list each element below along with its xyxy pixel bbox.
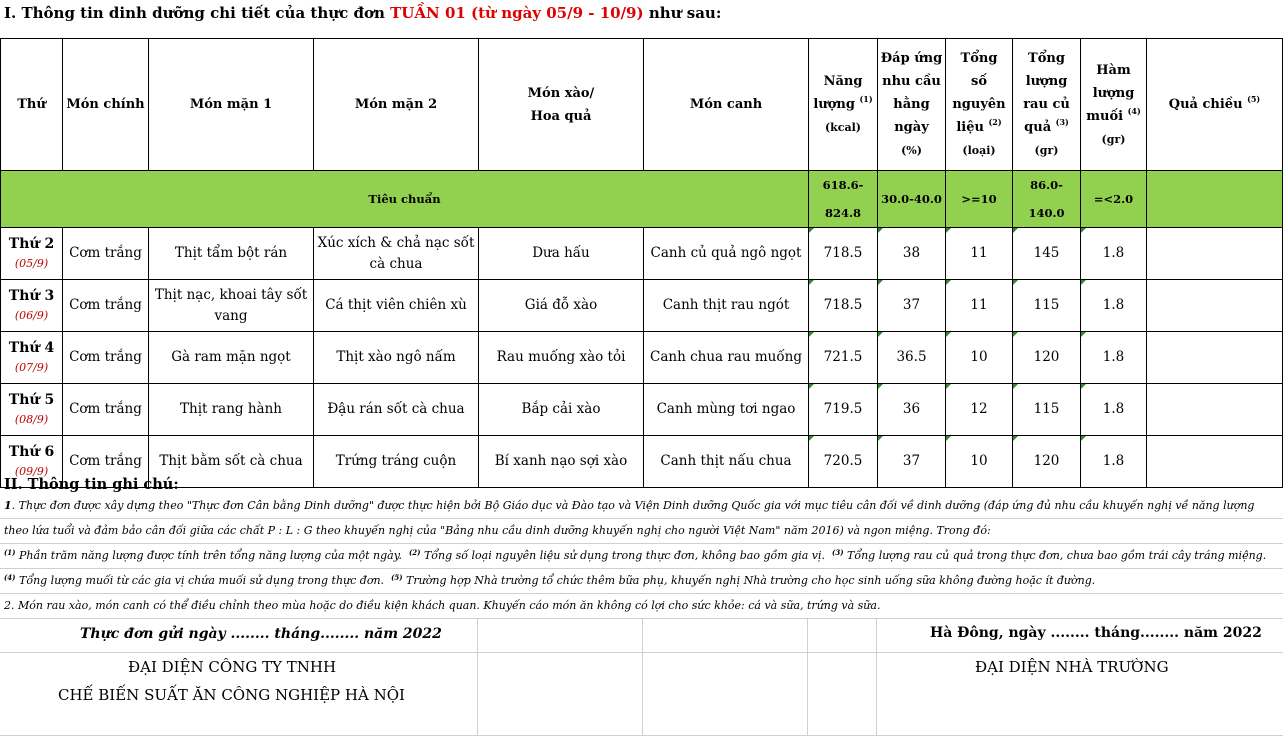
mon-canh-cell: Canh củ quả ngô ngọt xyxy=(644,228,809,280)
nang-luong-cell: 718.5 xyxy=(809,280,878,332)
header-mon-xao: Món xào/ Hoa quả xyxy=(479,39,644,171)
rau-cell: 115 xyxy=(1013,280,1081,332)
nang-luong-cell: 721.5 xyxy=(809,332,878,384)
header-muoi: Hàm lượng muối $^{(4)}$ (gr) xyxy=(1081,39,1147,171)
standard-label: Tiêu chuẩn xyxy=(1,171,809,228)
table-row xyxy=(1,332,1283,384)
rau-cell: 115 xyxy=(1013,384,1081,436)
company-rep-line1: ĐẠI DIỆN CÔNG TY TNHH xyxy=(128,658,337,676)
mon-man-1-cell: Gà ram mặn ngọt xyxy=(149,332,314,384)
note-1-continued: theo lứa tuổi và đảm bảo cân đối giữa các chất P : L : G theo khuyến nghị của "Bảng nhu cầu dinh dưỡng khuyến nghị cho người Việt Nam" năm 2016) và ngon miệng. Trong đó: xyxy=(0,519,1283,544)
mon-man-2-cell: Thịt xào ngô nấm xyxy=(314,332,479,384)
qua-chieu-cell xyxy=(1147,436,1283,488)
muoi-cell: 1.8 xyxy=(1081,436,1147,488)
header-mon-man-1: Món mặn 1 xyxy=(149,39,314,171)
signature-area xyxy=(0,619,1283,736)
header-qua-chieu: Quả chiều $^{(5)}$ xyxy=(1147,39,1283,171)
school-rep: ĐẠI DIỆN NHÀ TRƯỜNG xyxy=(975,658,1169,676)
mon-canh-cell: Canh mùng tơi ngao xyxy=(644,384,809,436)
mon-canh-cell: Canh chua rau muống xyxy=(644,332,809,384)
qua-chieu-cell xyxy=(1147,384,1283,436)
standard-rau: 86.0-140.0 xyxy=(1013,171,1081,228)
standard-nguyen-lieu: >=10 xyxy=(946,171,1013,228)
rau-cell: 145 xyxy=(1013,228,1081,280)
rau-cell: 120 xyxy=(1013,332,1081,384)
nang-luong-cell: 719.5 xyxy=(809,384,878,436)
section1-title xyxy=(4,4,721,22)
qua-chieu-cell xyxy=(1147,228,1283,280)
nguyen-lieu-cell: 10 xyxy=(946,436,1013,488)
mon-chinh-cell: Cơm trắng xyxy=(63,228,149,280)
rau-cell: 120 xyxy=(1013,436,1081,488)
mon-man-1-cell: Thịt bằm sốt cà chua xyxy=(149,436,314,488)
header-nang-luong: Năng lượng $^{(1)}$ (kcal) xyxy=(809,39,878,171)
company-rep-line2: CHẾ BIẾN SUẤT ĂN CÔNG NGHIỆP HÀ NỘI xyxy=(58,686,405,704)
qua-chieu-cell xyxy=(1147,280,1283,332)
nang-luong-cell: 718.5 xyxy=(809,228,878,280)
standard-muoi: =<2.0 xyxy=(1081,171,1147,228)
mon-man-1-cell: Thịt nạc, khoai tây sốt vang xyxy=(149,280,314,332)
nang-luong-cell: 720.5 xyxy=(809,436,878,488)
dap-ung-cell: 36.5 xyxy=(878,332,946,384)
table-row xyxy=(1,384,1283,436)
mon-man-2-cell: Xúc xích & chả nạc sốt cà chua xyxy=(314,228,479,280)
mon-canh-cell: Canh thịt rau ngót xyxy=(644,280,809,332)
mon-man-2-cell: Trứng tráng cuộn xyxy=(314,436,479,488)
footnotes-4-5: $^{(4)}$ Tổng lượng muối từ các gia vị chứa muối sử dụng trong thực đơn. $^{(5)}$ Trường hợp Nhà trường tổ chức thêm bữa phụ, khuyến nghị Nhà trường cho học sinh uống sữa không đường hoặc ít đường. xyxy=(0,569,1283,594)
mon-man-1-cell: Thịt tẩm bột rán xyxy=(149,228,314,280)
dap-ung-cell: 38 xyxy=(878,228,946,280)
header-thu: Thứ xyxy=(1,39,63,171)
muoi-cell: 1.8 xyxy=(1081,332,1147,384)
muoi-cell: 1.8 xyxy=(1081,384,1147,436)
table-row xyxy=(1,436,1283,488)
table-row xyxy=(1,228,1283,280)
header-dap-ung: Đáp ứng nhu cầu hằng ngày (%) xyxy=(878,39,946,171)
sent-date: Thực đơn gửi ngày ........ tháng........ năm 2022 xyxy=(80,626,442,642)
section1-prefix: I. Thông tin dinh dưỡng chi tiết của thực đơn xyxy=(4,4,391,22)
dap-ung-cell: 36 xyxy=(878,384,946,436)
mon-man-1-cell: Thịt rang hành xyxy=(149,384,314,436)
header-nguyen-lieu: Tổng số nguyên liệu $^{(2)}$ (loại) xyxy=(946,39,1013,171)
muoi-cell: 1.8 xyxy=(1081,280,1147,332)
section2-title: II. Thông tin ghi chú: xyxy=(4,476,179,493)
standard-dap-ung: 30.0-40.0 xyxy=(878,171,946,228)
day-cell: Thứ 5 (08/9) xyxy=(1,384,63,436)
nguyen-lieu-cell: 11 xyxy=(946,280,1013,332)
day-cell: Thứ 4 (07/9) xyxy=(1,332,63,384)
day-cell: Thứ 3 (06/9) xyxy=(1,280,63,332)
mon-xao-cell: Bắp cải xào xyxy=(479,384,644,436)
header-mon-canh: Món canh xyxy=(644,39,809,171)
place-date: Hà Đông, ngày ........ tháng........ năm 2022 xyxy=(930,625,1262,641)
header-mon-man-2: Món mặn 2 xyxy=(314,39,479,171)
dap-ung-cell: 37 xyxy=(878,280,946,332)
mon-chinh-cell: Cơm trắng xyxy=(63,332,149,384)
mon-xao-cell: Giá đỗ xào xyxy=(479,280,644,332)
nguyen-lieu-cell: 11 xyxy=(946,228,1013,280)
mon-chinh-cell: Cơm trắng xyxy=(63,280,149,332)
standard-nang-luong: 618.6-824.8 xyxy=(809,171,878,228)
notes-block xyxy=(0,494,1283,619)
mon-xao-cell: Dưa hấu xyxy=(479,228,644,280)
mon-canh-cell: Canh thịt nấu chua xyxy=(644,436,809,488)
mon-man-2-cell: Cá thịt viên chiên xù xyxy=(314,280,479,332)
mon-xao-cell: Bí xanh nạo sợi xào xyxy=(479,436,644,488)
day-cell: Thứ 2 (05/9) xyxy=(1,228,63,280)
nguyen-lieu-cell: 12 xyxy=(946,384,1013,436)
qua-chieu-cell xyxy=(1147,332,1283,384)
week-highlight: TUẦN 01 (từ ngày 05/9 - 10/9) xyxy=(390,4,644,22)
menu-table xyxy=(0,38,1283,488)
header-row xyxy=(1,39,1283,171)
mon-man-2-cell: Đậu rán sốt cà chua xyxy=(314,384,479,436)
nguyen-lieu-cell: 10 xyxy=(946,332,1013,384)
table-row xyxy=(1,280,1283,332)
day-cell: Thứ 6 (09/9) xyxy=(1,436,63,488)
section1-suffix: như sau: xyxy=(643,4,722,22)
mon-chinh-cell: Cơm trắng xyxy=(63,384,149,436)
note-2: 2. Món rau xào, món canh có thể điều chỉnh theo mùa hoặc do điều kiện khách quan. Khuyến cáo món ăn không có lợi cho sức khỏe: cá và sữa, trứng và sữa. xyxy=(0,594,1283,619)
muoi-cell: 1.8 xyxy=(1081,228,1147,280)
mon-chinh-cell: Cơm trắng xyxy=(63,436,149,488)
standard-row xyxy=(1,171,1283,228)
dap-ung-cell: 37 xyxy=(878,436,946,488)
mon-xao-cell: Rau muống xào tỏi xyxy=(479,332,644,384)
note-1: 1. Thực đơn được xây dựng theo "Thực đơn Cân bằng Dinh dưỡng" được thực hiện bởi Bộ Giáo dục và Đào tạo và Viện Dinh dưỡng Quốc gia với mục tiêu cân đối về dinh dưỡng (đáp ứng đủ nhu cầu khuyến nghị về năng lượng xyxy=(0,494,1283,519)
footnotes-1-3: $^{(1)}$ Phần trăm năng lượng được tính trên tổng năng lượng của một ngày. $^{(2)}$ Tổng số loại nguyên liệu sử dụng trong thực đơn, không bao gồm gia vị. $^{(3)}$ Tổng lượng rau củ quả trong thực đơn, chưa bao gồm trái cây tráng miệng. xyxy=(0,544,1283,569)
standard-qua-chieu xyxy=(1147,171,1283,228)
header-rau: Tổng lượng rau củ quả $^{(3)}$ (gr) xyxy=(1013,39,1081,171)
header-mon-chinh: Món chính xyxy=(63,39,149,171)
